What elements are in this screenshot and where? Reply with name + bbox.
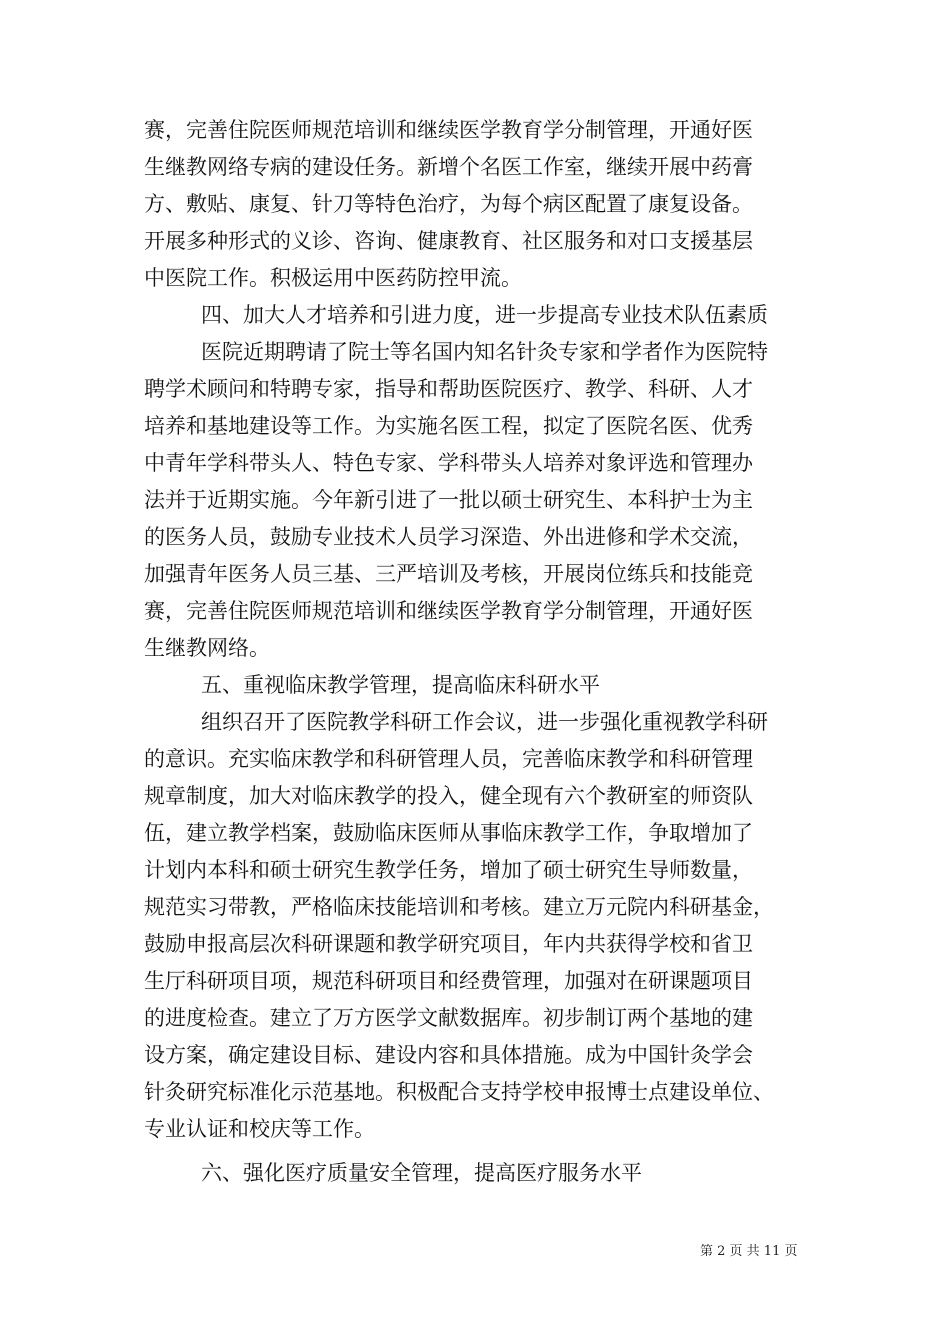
text-line: 针灸研究标准化示范基地。积极配合支持学校申报博士点建设单位、: [144, 1080, 774, 1104]
text-line: 赛，完善住院医师规范培训和继续医学教育学分制管理，开通好医: [144, 118, 753, 142]
text-line: 伍，建立教学档案，鼓励临床医师从事临床教学工作，争取增加了: [144, 821, 753, 845]
text-line: 聘学术顾问和特聘专家，指导和帮助医院医疗、教学、科研、人才: [144, 377, 753, 401]
text-line: 中医院工作。积极运用中医药防控甲流。: [144, 266, 522, 290]
text-line: 的医务人员，鼓励专业技术人员学习深造、外出进修和学术交流，: [144, 525, 753, 549]
text-line: 的进度检查。建立了万方医学文献数据库。初步制订两个基地的建: [144, 1006, 753, 1030]
section-heading-6: 六、强化医疗质量安全管理，提高医疗服务水平: [201, 1161, 642, 1185]
text-line: 方、敷贴、康复、针刀等特色治疗，为每个病区配置了康复设备。: [144, 192, 753, 216]
text-line: 生厅科研项目项，规范科研项目和经费管理，加强对在研课题项目: [144, 969, 753, 993]
text-line: 培养和基地建设等工作。为实施名医工程，拟定了医院名医、优秀: [144, 414, 753, 438]
text-line: 专业认证和校庆等工作。: [144, 1117, 375, 1141]
text-line: 中青年学科带头人、特色专家、学科带头人培养对象评选和管理办: [144, 451, 753, 475]
section-heading-4: 四、加大人才培养和引进力度，进一步提高专业技术队伍素质: [201, 303, 768, 327]
text-line: 开展多种形式的义诊、咨询、健康教育、社区服务和对口支援基层: [144, 229, 753, 253]
text-line: 鼓励申报高层次科研课题和教学研究项目，年内共获得学校和省卫: [144, 932, 753, 956]
document-body: [144, 112, 814, 1192]
section-heading-5: 五、重视临床教学管理，提高临床科研水平: [201, 673, 600, 697]
text-line: 生继教网络专病的建设任务。新增个名医工作室，继续开展中药膏: [144, 155, 753, 179]
text-line: 组织召开了医院教学科研工作会议，进一步强化重视教学科研: [201, 710, 768, 734]
text-line: 加强青年医务人员三基、三严培训及考核，开展岗位练兵和技能竞: [144, 562, 753, 586]
text-line: 生继教网络。: [144, 636, 270, 660]
text-line: 赛，完善住院医师规范培训和继续医学教育学分制管理，开通好医: [144, 599, 753, 623]
text-line: 计划内本科和硕士研究生教学任务，增加了硕士研究生导师数量，: [144, 858, 753, 882]
text-line: 规章制度，加大对临床教学的投入，健全现有六个教研室的师资队: [144, 784, 753, 808]
page-number-footer: 第 2 页 共 11 页: [700, 1244, 798, 1259]
text-line: 设方案，确定建设目标、建设内容和具体措施。成为中国针灸学会: [144, 1043, 753, 1067]
text-line: 医院近期聘请了院士等名国内知名针灸专家和学者作为医院特: [201, 340, 768, 364]
text-line: 法并于近期实施。今年新引进了一批以硕士研究生、本科护士为主: [144, 488, 753, 512]
text-line: 的意识。充实临床教学和科研管理人员，完善临床教学和科研管理: [144, 747, 753, 771]
text-line: 规范实习带教，严格临床技能培训和考核。建立万元院内科研基金，: [144, 895, 774, 919]
